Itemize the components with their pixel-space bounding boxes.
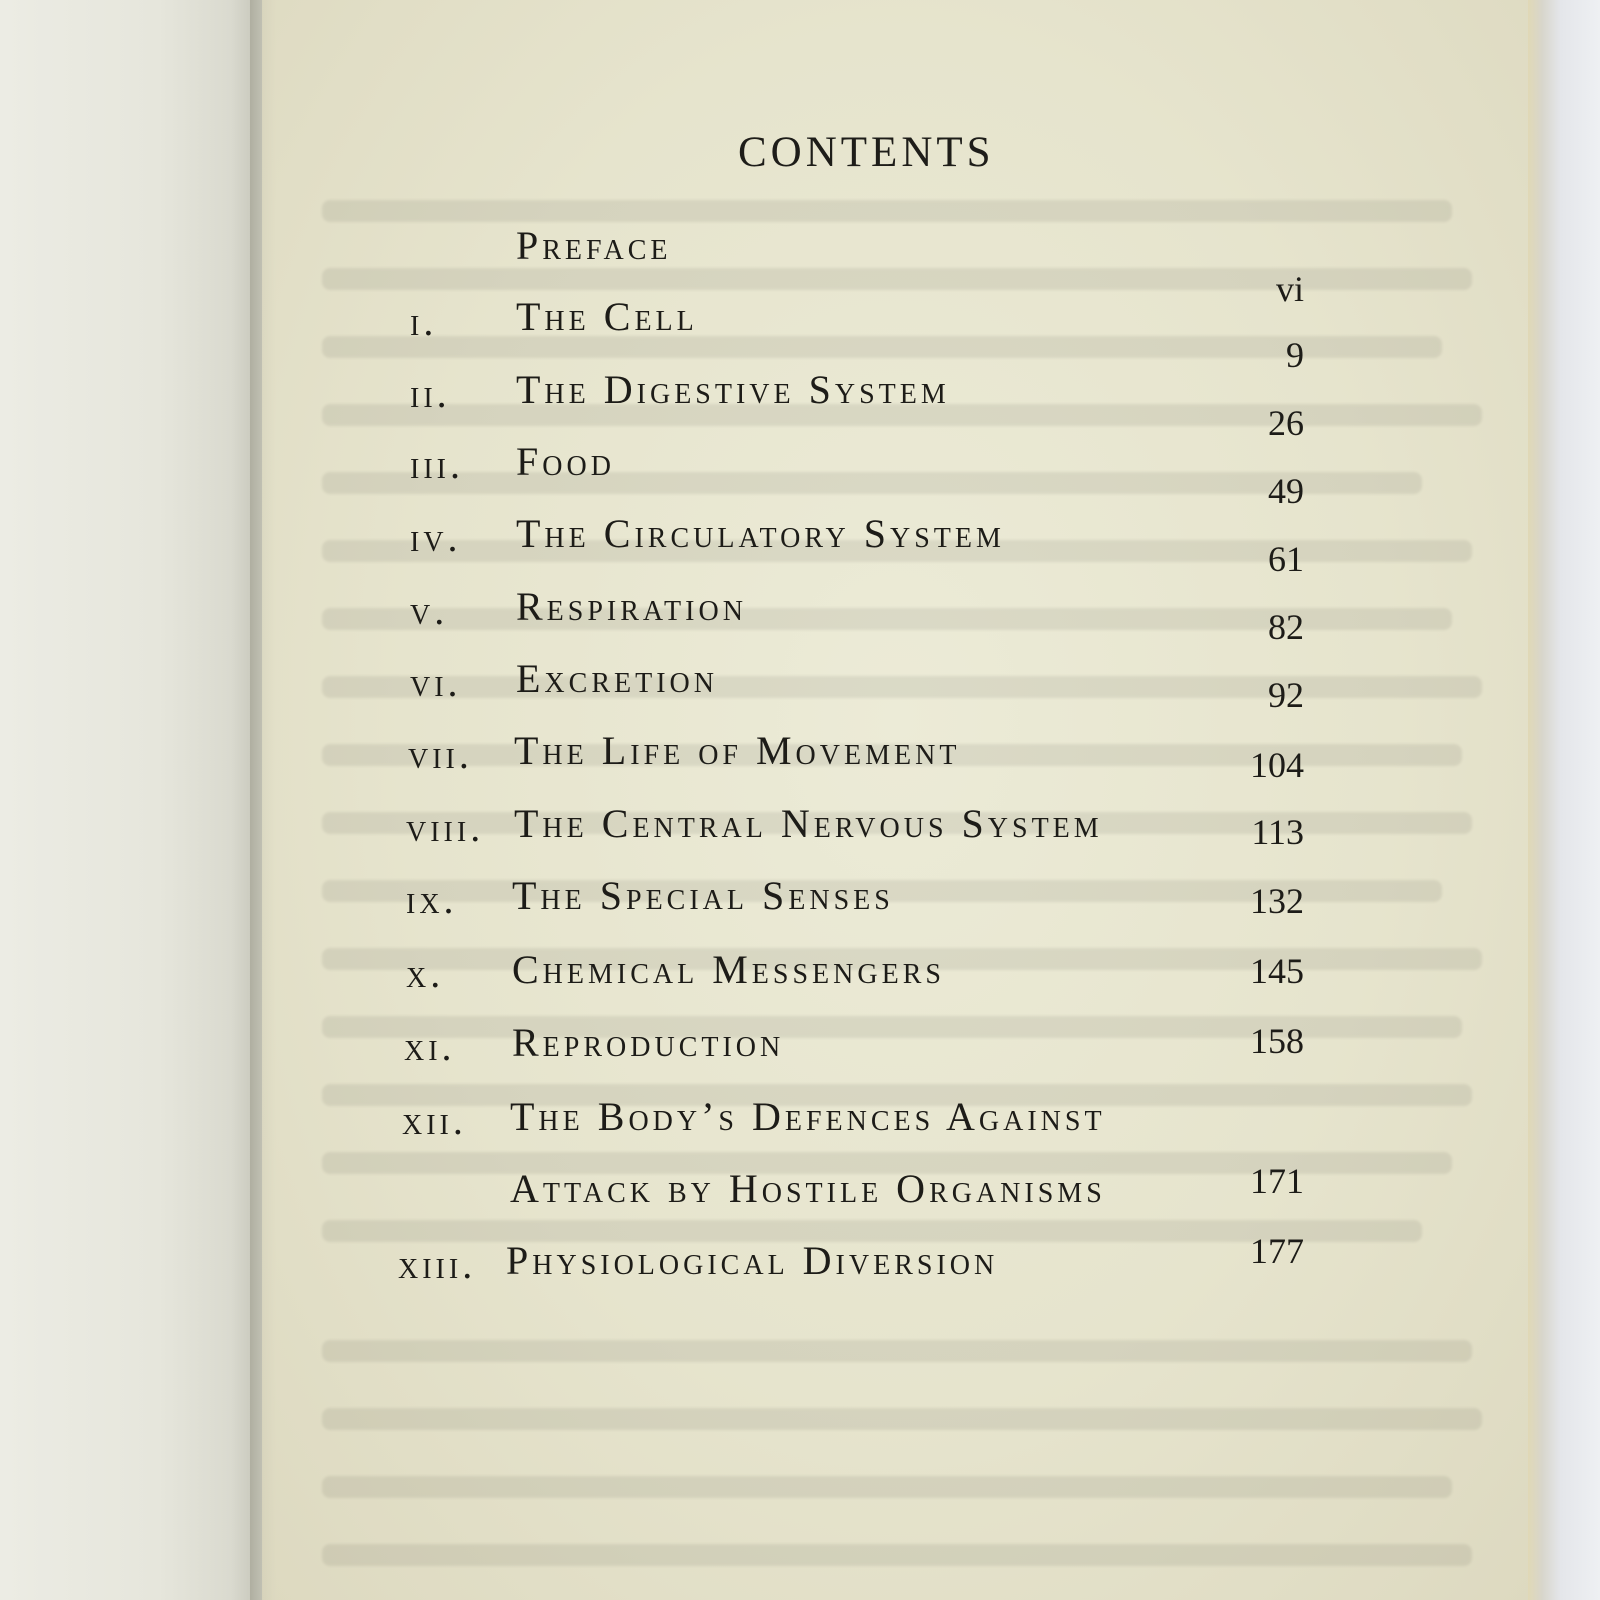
entry-title: Reproduction <box>512 1020 785 1065</box>
entry-number: xii. <box>402 1098 467 1143</box>
entry-number: vi. <box>410 660 462 705</box>
entry-page: 158 <box>1250 1021 1304 1061</box>
entry-title: The Circulatory System <box>516 511 1005 556</box>
entry-title: Respiration <box>516 584 747 629</box>
entry-page: 171 <box>1250 1161 1304 1201</box>
entry-page: 61 <box>1268 539 1304 579</box>
entry-title: Food <box>516 439 615 484</box>
entry-title: The Body’s Defences Against <box>510 1094 1106 1139</box>
contents-heading: CONTENTS <box>738 129 995 176</box>
entry-title: Physiological Diversion <box>506 1238 999 1283</box>
entry-number: iv. <box>410 515 462 560</box>
entry-title: Excretion <box>516 656 718 701</box>
entry-title: Chemical Messengers <box>512 947 945 992</box>
entry-number: ii. <box>410 371 451 416</box>
entry-title: The Special Senses <box>512 873 894 918</box>
entry-number: v. <box>410 588 449 633</box>
entry-page: 104 <box>1250 745 1304 785</box>
entry-number: i. <box>410 299 438 344</box>
left-page <box>0 0 262 1600</box>
page-edge <box>1528 0 1600 1600</box>
entry-title: Attack by Hostile Organisms <box>510 1166 1106 1211</box>
entry-page: 92 <box>1268 675 1304 715</box>
entry-number: iii. <box>410 442 464 487</box>
entry-page: 177 <box>1250 1231 1304 1271</box>
entry-number: viii. <box>406 805 485 850</box>
entry-number: xiii. <box>398 1242 477 1287</box>
entry-page: vi <box>1275 269 1304 309</box>
entry-number: ix. <box>406 877 458 922</box>
entry-page: 132 <box>1250 881 1304 921</box>
entry-title: The Central Nervous System <box>514 801 1103 846</box>
entry-title: Preface <box>516 223 672 268</box>
entry-title: The Digestive System <box>516 367 950 412</box>
entry-page: 49 <box>1268 471 1304 511</box>
entry-page: 26 <box>1268 403 1304 443</box>
entry-number: x. <box>406 951 445 996</box>
entry-number: vii. <box>408 732 473 777</box>
entry-page: 9 <box>1286 335 1304 375</box>
entry-page: 113 <box>1251 812 1304 852</box>
entry-page: 145 <box>1250 951 1304 991</box>
entry-number: xi. <box>404 1024 456 1069</box>
entry-page: 82 <box>1268 607 1304 647</box>
entry-title: The Cell <box>516 294 698 339</box>
entry-title: The Life of Movement <box>514 728 961 773</box>
